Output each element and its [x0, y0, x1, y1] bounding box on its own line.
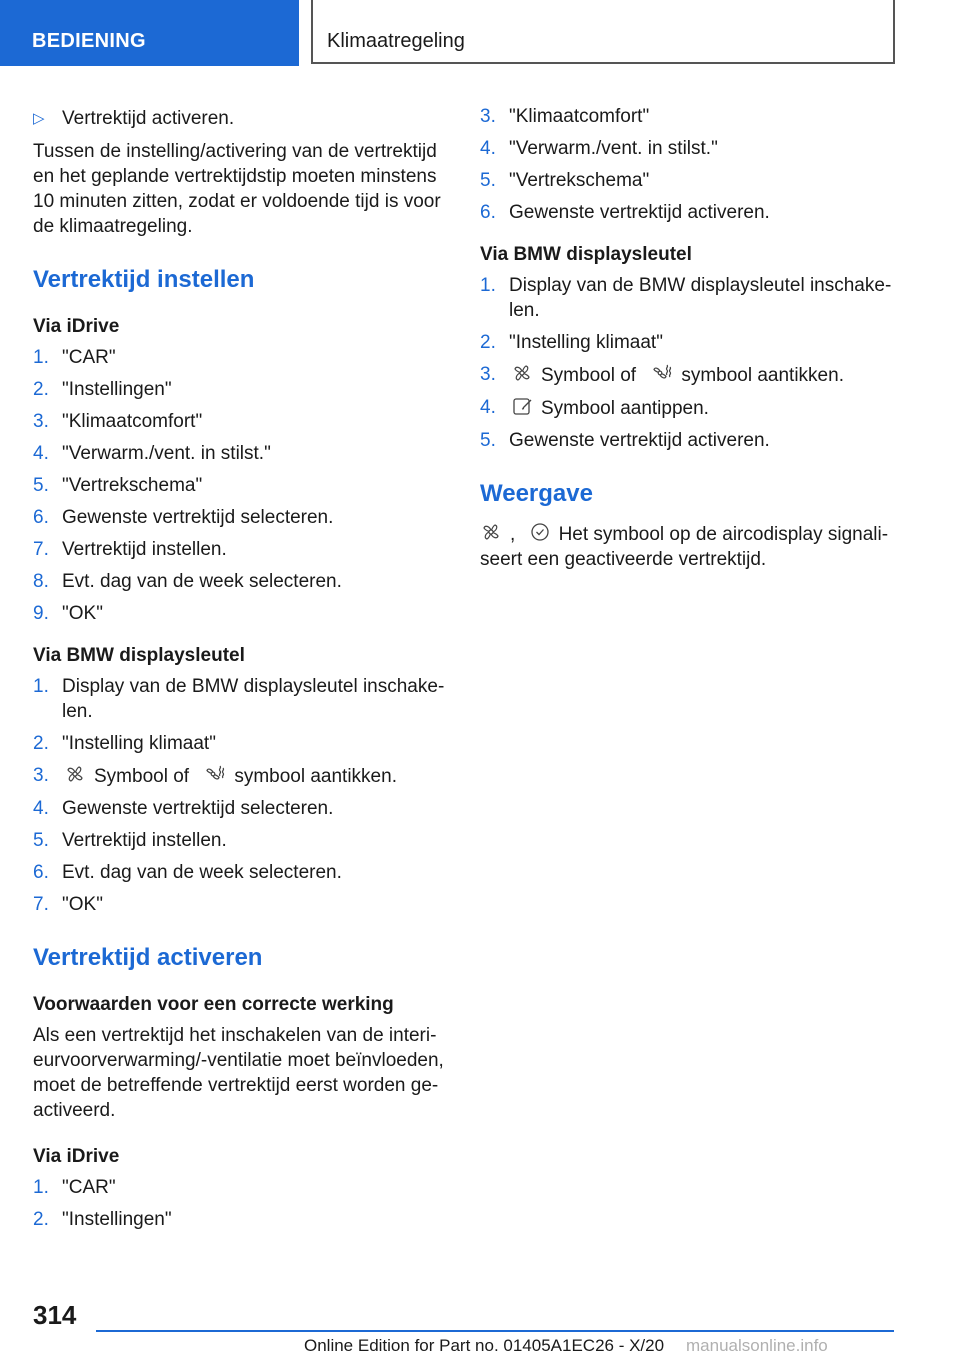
fan-icon — [64, 763, 86, 785]
footer-divider — [96, 1330, 894, 1332]
list-item: 1. Display van de BMW displaysleutel inschakelen. — [480, 275, 892, 321]
subheading-via-displaysleutel: Via BMW displaysleutel — [33, 645, 245, 666]
fan-heat-icon — [204, 763, 226, 785]
subheading-via-idrive-2: Via iDrive — [33, 1146, 120, 1167]
intro-paragraph: Tussen de instelling/activering van de vertrektijd en het geplande vertrektijdstip moeten minstens 10 minuten zitten, zodat er voldoende tijd is voor de klimaatregeling. — [33, 141, 441, 237]
section-title: BEDIENING — [0, 0, 299, 66]
bullet-item — [33, 106, 445, 131]
list-item: 1. "CAR" — [33, 347, 116, 368]
list-item: 6. Evt. dag van de week selecteren. — [33, 862, 342, 883]
list-item: 5. Vertrektijd instellen. — [33, 830, 227, 851]
left-column — [33, 100, 445, 1250]
list-item: 5. Gewenste vertrektijd activeren. — [480, 430, 770, 451]
bullet-text: Vertrektijd activeren. — [62, 108, 235, 129]
idrive-steps-continued — [480, 104, 892, 225]
page-header — [0, 0, 960, 66]
list-item: 4. "Verwarm./vent. in stilst." — [33, 443, 271, 464]
chapter-title: Klimaatregeling — [311, 0, 895, 64]
list-item: 2. "Instellingen" — [33, 1209, 172, 1230]
triangle-bullet-icon: ▷ — [33, 110, 45, 127]
heading-vertrektijd-instellen: Vertrektijd instellen — [33, 266, 255, 293]
subheading-via-idrive: Via iDrive — [33, 316, 120, 337]
list-item: 6. Gewenste vertrektijd activeren. — [480, 202, 770, 223]
idrive-steps-list — [33, 345, 445, 626]
list-item: 8. Evt. dag van de week selecteren. — [33, 571, 342, 592]
list-item: 4. Gewenste vertrektijd selecteren. — [33, 798, 334, 819]
heading-vertrektijd-activeren: Vertrektijd activeren — [33, 944, 263, 971]
list-item: 5. "Vertrekschema" — [33, 475, 203, 496]
edition-text: Online Edition for Part no. 01405A1EC26 - X/20 — [304, 1336, 665, 1355]
list-item: 4. Symbool aantippen. — [480, 397, 709, 419]
list-item: 1. Display van de BMW displaysleutel inschakelen. — [33, 676, 445, 722]
fan-icon — [511, 362, 533, 384]
list-item: 4. "Verwarm./vent. in stilst." — [480, 138, 718, 159]
fan-icon — [480, 521, 502, 543]
watermark-text: manualsonline.info — [686, 1336, 828, 1355]
list-item: 2. "Instellingen" — [33, 379, 172, 400]
heading-weergave: Weergave — [480, 480, 593, 507]
list-item: 9. "OK" — [33, 603, 103, 624]
fan-heat-icon — [651, 362, 673, 384]
key-steps-list-right — [480, 273, 892, 453]
key-steps-list — [33, 674, 445, 917]
list-item: 7. Vertrektijd instellen. — [33, 539, 227, 560]
list-item: 2. "Instelling klimaat" — [480, 332, 663, 353]
list-item: 5. "Vertrekschema" — [480, 170, 650, 191]
subheading-voorwaarden: Voorwaarden voor een correcte werking — [33, 994, 394, 1015]
page-number: 314 — [33, 1300, 77, 1330]
list-item: 3. "Klimaatcomfort" — [480, 106, 650, 127]
list-item: 3. Symbool of symbool aantikken. — [33, 765, 397, 787]
display-paragraph: , Het symbool op de aircodisplay signaliseert een geactiveerde vertrektijd. — [480, 521, 892, 572]
edit-checkbox-icon — [511, 395, 533, 417]
subheading-via-displaysleutel-right: Via BMW displaysleutel — [480, 244, 692, 265]
list-item: 2. "Instelling klimaat" — [33, 733, 216, 754]
list-item: 7. "OK" — [33, 894, 103, 915]
clock-check-icon — [529, 521, 551, 543]
list-item: 6. Gewenste vertrektijd selecteren. — [33, 507, 334, 528]
requirements-paragraph: Als een vertrektijd het inschakelen van de interieurvoorverwarming/-ventilatie moet beïnvloeden, moet de betreffende vertrektijd eerst worden geactiveerd. — [33, 1025, 444, 1121]
list-item: 1. "CAR" — [33, 1177, 116, 1198]
list-item: 3. "Klimaatcomfort" — [33, 411, 203, 432]
idrive2-steps-list — [33, 1175, 445, 1232]
right-column — [480, 100, 892, 580]
list-item: 3. Symbool of symbool aantikken. — [480, 364, 844, 386]
